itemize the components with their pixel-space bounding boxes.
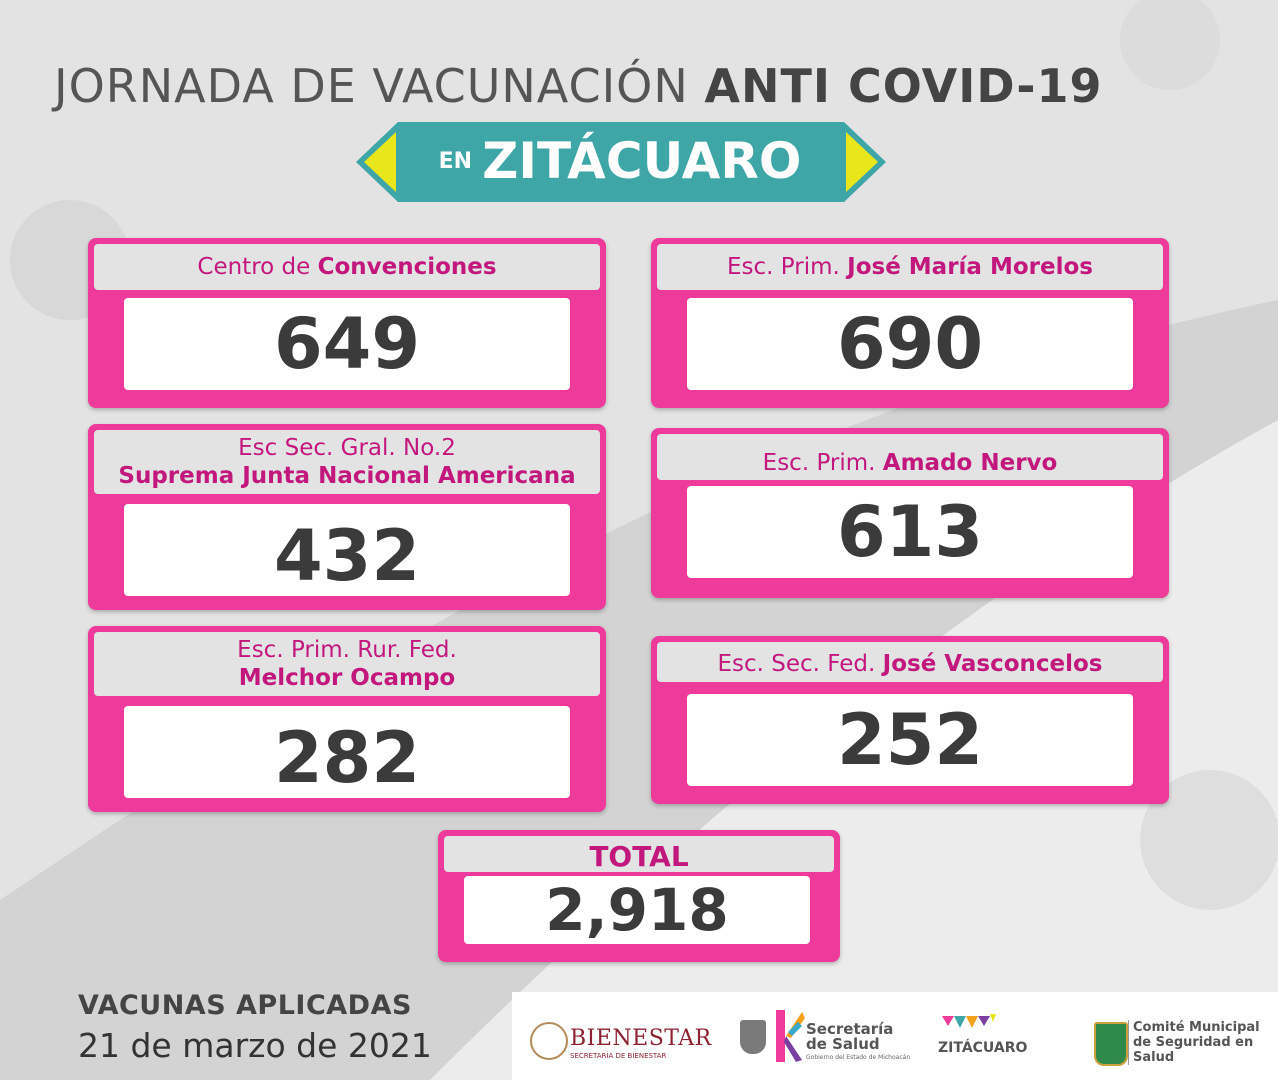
- total-card: [438, 830, 840, 962]
- site-card-morelos: [651, 238, 1169, 408]
- site-value: 649: [124, 298, 570, 390]
- site-card-convenciones: [88, 238, 606, 408]
- site-label-bold: José Vasconcelos: [882, 651, 1103, 677]
- site-card-melchor-ocampo: [88, 626, 606, 812]
- comite-line-2: de Seguridad en: [1133, 1035, 1254, 1050]
- site-label-bold: Suprema Junta Nacional Americana: [118, 463, 576, 489]
- site-card-vasconcelos: [651, 636, 1169, 804]
- michoacan-shield-icon: [740, 1020, 766, 1054]
- total-value: 2,918: [464, 876, 810, 944]
- banner-text: [400, 130, 840, 192]
- site-label-regular: Esc. Prim.: [762, 450, 883, 476]
- comite-logo-text: [1128, 1020, 1260, 1065]
- banner-prefix: EN: [438, 148, 473, 174]
- bienestar-seal-icon: [530, 1022, 568, 1060]
- bienestar-logo-text: BIENESTAR: [570, 1026, 712, 1051]
- site-label: [94, 632, 600, 696]
- banner-city: ZITÁCUARO: [482, 132, 802, 190]
- site-label: [657, 642, 1163, 682]
- site-label-regular: Esc. Prim.: [727, 254, 848, 280]
- page-title: [54, 58, 1234, 114]
- title-prefix: JORNADA DE VACUNACIÓN: [54, 59, 705, 113]
- bienestar-logo-subtext: SECRETARÍA DE BIENESTAR: [570, 1052, 667, 1060]
- site-card-suprema-junta: [88, 424, 606, 610]
- site-value: 282: [124, 706, 570, 798]
- site-label-bold: José María Morelos: [847, 254, 1093, 280]
- salud-logo-subtext: Gobierno del Estado de Michoacán: [806, 1054, 911, 1061]
- site-label: [657, 434, 1163, 480]
- title-bold: ANTI COVID-19: [704, 59, 1103, 113]
- footer-date: 21 de marzo de 2021: [78, 1026, 432, 1065]
- zitacuaro-logo-text: ZITÁCUARO: [938, 1040, 1028, 1056]
- site-label: [657, 244, 1163, 290]
- site-value: 432: [124, 504, 570, 596]
- site-label-regular: Esc. Sec. Fed.: [717, 651, 883, 677]
- comite-shield-icon: [1094, 1022, 1128, 1066]
- site-value: 252: [687, 694, 1133, 786]
- site-label-regular: Centro de: [197, 254, 318, 280]
- site-label-regular: Esc. Prim. Rur. Fed.: [237, 637, 457, 663]
- salud-line-2: de Salud: [806, 1035, 880, 1053]
- comite-line-1: Comité Municipal: [1133, 1020, 1260, 1035]
- salud-line-1: Secretaría: [806, 1020, 894, 1038]
- site-value: 690: [687, 298, 1133, 390]
- salud-logo-text: [806, 1022, 893, 1052]
- site-label-bold: Convenciones: [317, 254, 497, 280]
- footer-title: VACUNAS APLICADAS: [78, 990, 412, 1021]
- site-label-bold: Amado Nervo: [882, 450, 1058, 476]
- zitacuaro-mark-icon: [940, 1012, 998, 1038]
- comite-line-3: Salud: [1133, 1050, 1175, 1065]
- site-label: [94, 244, 600, 290]
- sponsor-logos-strip: [512, 992, 1278, 1080]
- site-value: 613: [687, 486, 1133, 578]
- site-label-bold: Melchor Ocampo: [238, 665, 456, 691]
- site-label: [94, 430, 600, 494]
- site-card-amado-nervo: [651, 428, 1169, 598]
- site-label-regular: Esc Sec. Gral. No.2: [238, 435, 456, 461]
- salud-k-icon: [774, 1008, 806, 1064]
- total-label: TOTAL: [444, 836, 834, 872]
